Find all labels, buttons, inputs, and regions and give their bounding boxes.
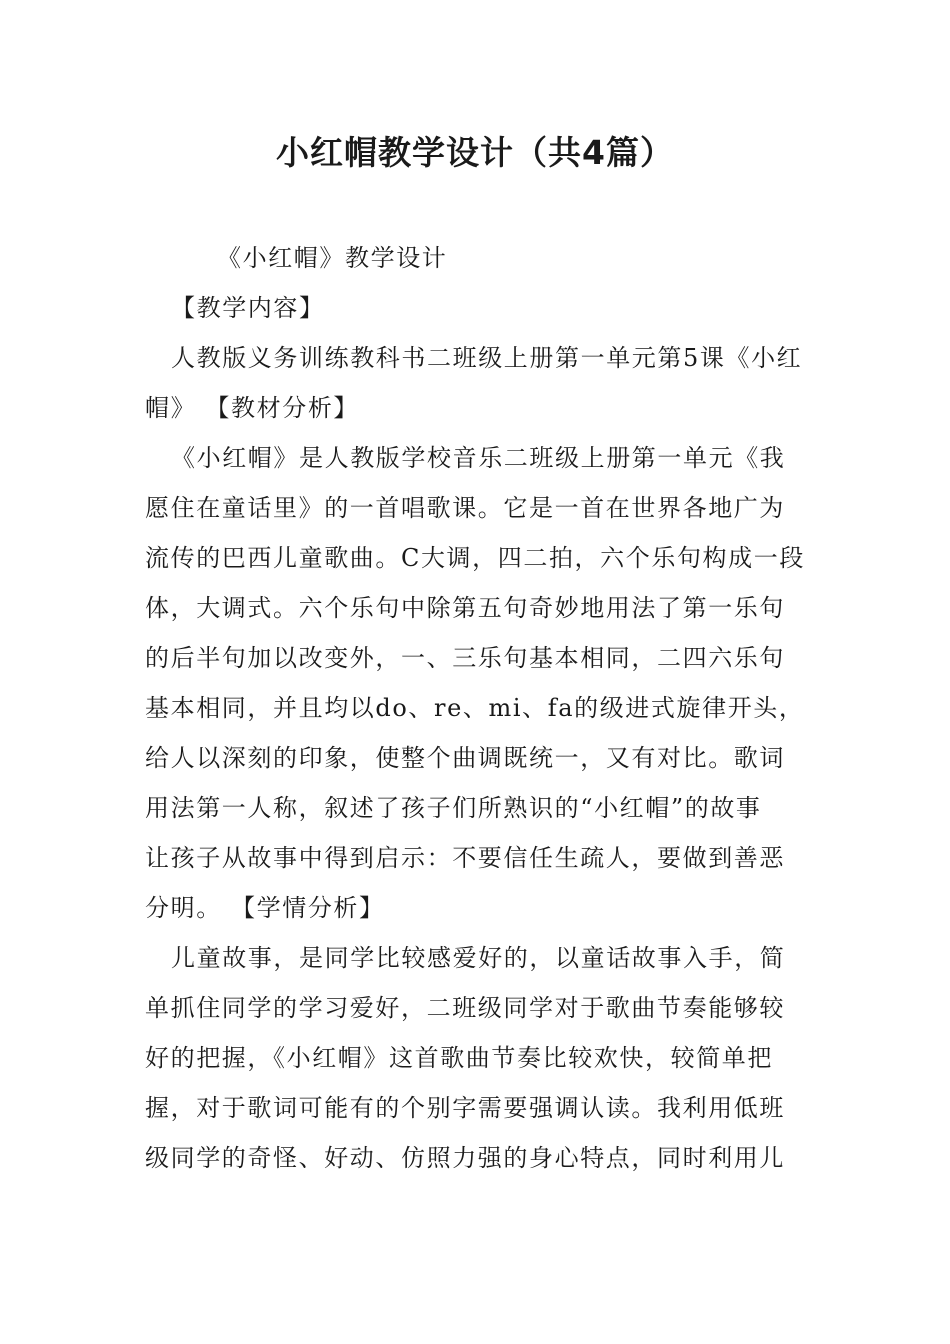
subtitle-line: 《小红帽》教学设计 xyxy=(217,244,448,272)
paragraph-line: 级同学的奇怪、好动、仿照力强的身心特点，同时利用儿 xyxy=(145,1144,785,1172)
paragraph-line: 《小红帽》是人教版学校音乐二班级上册第一单元《我 xyxy=(171,444,786,472)
paragraph-line: 流传的巴西儿童歌曲。C大调，四二拍，六个乐句构成一段 xyxy=(145,544,805,572)
paragraph-line: 单抓住同学的学习爱好，二班级同学对于歌曲节奏能够较 xyxy=(145,994,785,1022)
paragraph-line: 分明。 【学情分析】 xyxy=(145,894,385,922)
paragraph-line: 的后半句加以改变外，一、三乐句基本相同，二四六乐句 xyxy=(145,644,785,672)
paragraph-line: 人教版义务训练教科书二班级上册第一单元第5课《小红 xyxy=(171,344,803,372)
paragraph-line: 给人以深刻的印象，使整个曲调既统一，又有对比。歌词 xyxy=(145,744,785,772)
document-title: 小红帽教学设计（共4篇） xyxy=(276,133,674,172)
paragraph-line: 基本相同，并且均以do、re、mi、fa的级进式旋律开头， xyxy=(145,694,805,722)
paragraph-line: 体，大调式。六个乐句中除第五句奇妙地用法了第一乐句 xyxy=(145,594,785,622)
paragraph-line: 好的把握，《小红帽》这首歌曲节奏比较欢快，较简单把 xyxy=(145,1044,773,1072)
paragraph-line: 儿童故事，是同学比较感爱好的，以童话故事入手，简 xyxy=(171,944,786,972)
section-heading-teaching-content: 【教学内容】 xyxy=(171,294,325,322)
paragraph-line: 帽》 【教材分析】 xyxy=(145,394,360,422)
paragraph-line: 用法第一人称，叙述了孩子们所熟识的“小红帽”的故事 xyxy=(145,794,762,822)
paragraph-line: 愿住在童话里》的一首唱歌课。它是一首在世界各地广为 xyxy=(145,494,785,522)
document-body xyxy=(145,233,810,1183)
paragraph-line: 让孩子从故事中得到启示：不要信任生疏人，要做到善恶 xyxy=(145,844,785,872)
paragraph-line: 握，对于歌词可能有的个别字需要强调认读。我利用低班 xyxy=(145,1094,785,1122)
